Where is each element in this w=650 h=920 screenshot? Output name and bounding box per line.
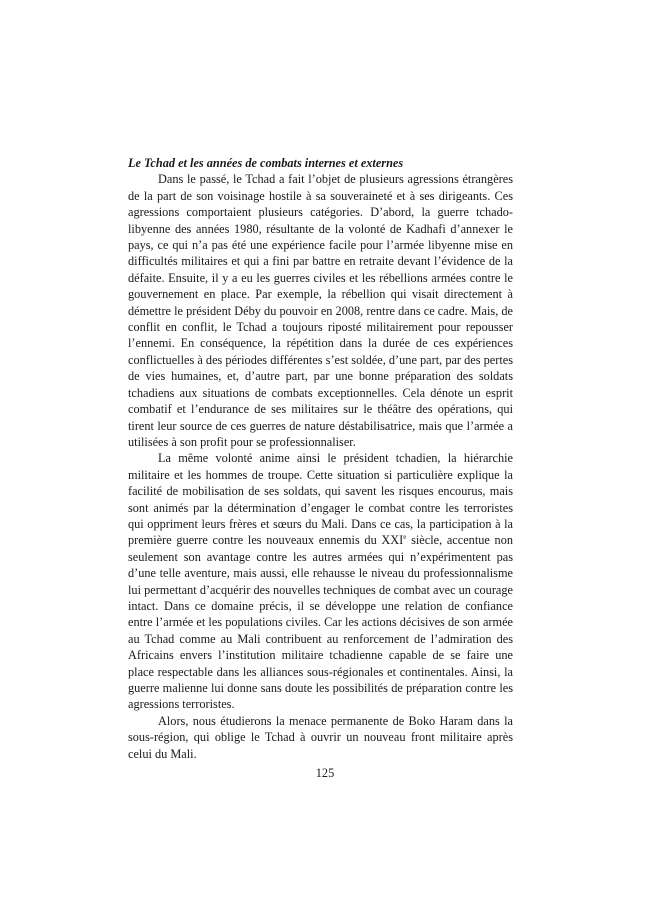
- century-superscript: e: [403, 533, 407, 542]
- paragraph-2: [128, 450, 513, 713]
- paragraph-1: Dans le passé, le Tchad a fait l’objet de plusieurs agressions étrangères de la part de son voisinage hostile à sa souveraineté et à ses dirigeants. Ces agressions comportaient plusieurs catégories. D’abord, la guerre tchado-libyenne des années 1980, résultante de la volonté de Kadhafi d’annexer le pays, ce qui n’a pas été une expérience facile pour l’armée libyenne mise en difficultés militaires et qui a fini par battre en retraite devant l’évidence de la défaite. Ensuite, il y a eu les guerres civiles et les rébellions armées contre le gouvernement en place. Par exemple, la rébellion qui visait directement à démettre le président Déby du pouvoir en 2008, rentre dans ce cadre. Mais, de conflit en conflit, le Tchad a toujours riposté militairement pour repousser l’ennemi. En conséquence, la répétition dans la durée de ces expériences conflictuelles à des périodes différentes s’est soldée, d’une part, par des pertes de vies humaines, et, d’autre part, par une bonne préparation des soldats tchadiens aux situations de combats exceptionnelles. Cela dénote un esprit combatif et l’endurance de ses militaires sur le théâtre des opérations, qui tirent leur source de ces guerres de nature déstabilisatrice, mais que l’armée a utilisées à son profit pour se professionnaliser.: [128, 172, 513, 449]
- page-number: 125: [315, 766, 335, 780]
- page-body: [128, 155, 513, 762]
- paragraph-2-part-2: siècle, accentue non seulement son avantage contre les autres armées qui n’expérimentent pas d’une telle aventure, mais aussi, elle rehausse le niveau du professionnalisme lui permettant d’acquérir des nouvelles techniques de combat avec un courage intact. Dans ce domaine précis, il se développe une relation de confiance entre l’armée et les populations civiles. Car les actions décisives de son armée au Tchad comme au Mali contribuent au renforcement de l’admiration des Africains envers l’institution militaire tchadienne capable de se faire une place respectable dans les alliances sous-régionales et continentales. Ainsi, la guerre malienne lui donne sans doute les possibilités de préparation contre les agressions terroristes.: [128, 533, 513, 712]
- paragraph-3: Alors, nous étudierons la menace permanente de Boko Haram dans la sous-région, qui oblige le Tchad à ouvrir un nouveau front militaire après celui du Mali.: [128, 713, 513, 761]
- paragraph-2-part-1: La même volonté anime ainsi le président tchadien, la hiérarchie militaire et les hommes de troupe. Cette situation si particulière explique la facilité de mobilisation de ses soldats, qui savent les risques encourus, mais sont animés par la détermination d’engager le combat contre les terroristes qui oppriment leurs frères et sœurs du Mali. Dans ce cas, la participation à la première guerre contre les nouveaux ennemis du XXI: [128, 451, 513, 548]
- section-heading: Le Tchad et les années de combats internes et externes: [128, 156, 404, 170]
